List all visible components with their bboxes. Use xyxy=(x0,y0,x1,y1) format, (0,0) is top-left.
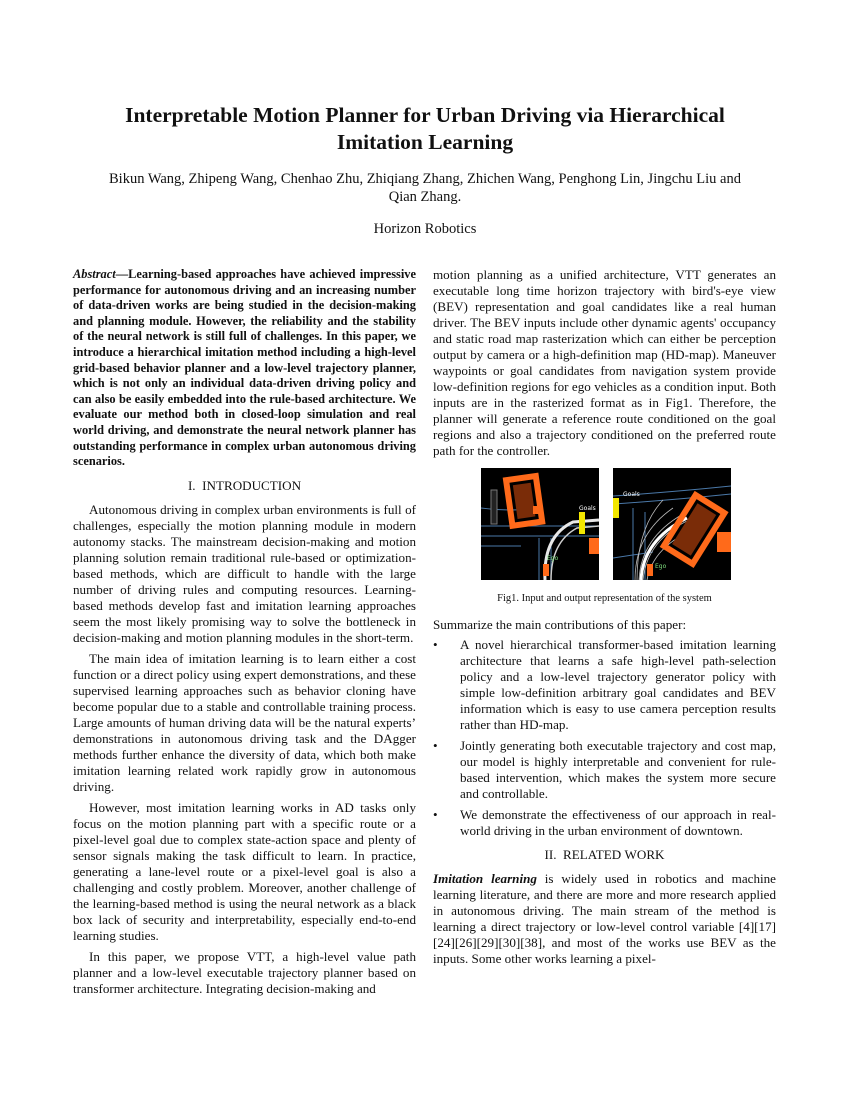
contributions-lead: Summarize the main contributions of this paper: xyxy=(433,617,687,632)
section-numeral: I. xyxy=(187,477,196,493)
abstract xyxy=(73,267,416,470)
contribution-text: We demonstrate the effectiveness of our approach in real-world driving in the urban environment of downtown. xyxy=(460,807,776,838)
paper-title: Interpretable Motion Planner for Urban Driving via Hierarchical Imitation Learning xyxy=(125,103,725,154)
contribution-text: A novel hierarchical transformer-based imitation learning architecture that learns a safe high-level path-selection policy and a low-level trajectory generator policy with simple low-definition arbitrary goal candidates and BEV information which is easy to use camera perception results rather than HD-map. xyxy=(460,637,776,732)
list-item xyxy=(433,738,776,802)
ego-vehicle xyxy=(543,564,549,576)
author-list: Bikun Wang, Zhipeng Wang, Chenhao Zhu, Zhiqiang Zhang, Zhichen Wang, Penghong Lin, Jingchu Liu and Qian Zhang. xyxy=(109,171,741,205)
figure-caption: Fig1. Input and output representation of the system xyxy=(497,593,712,604)
list-item xyxy=(433,807,776,839)
ego-vehicle xyxy=(647,564,653,576)
bev-background xyxy=(613,468,731,580)
bullet-icon: • xyxy=(433,738,438,753)
intro-paragraph: In this paper, we propose VTT, a high-level value path planner and a low-level executable trajectory planner based on transformer architecture. Integrating decision-making and xyxy=(73,948,416,996)
bev-scene-right xyxy=(613,468,731,580)
section-title-rest: NTRODUCTION xyxy=(206,477,302,493)
left-column xyxy=(73,267,416,997)
abstract-text: Learning-based approaches have achieved impressive performance for autonomous driving and an increasing number of data-driven works are being studied in the decision-making and planning module. However, the reliability and the stability of the neural network is still full of challenges. In this paper, we introduce a hierarchical imitation method including a high-level grid-based behavior planner and a low-level trajectory planner, which is not only an individual data-driven driving policy and can also be easily embedded into the rule-based architecture. We evaluate our method both in closed-loop simulation and real world driving, and demonstrate the neural network planner has outstanding performance in complex urban autonomous driving scenarios. xyxy=(73,267,416,469)
related-work-paragraph xyxy=(433,871,776,967)
section-title-initial: I xyxy=(202,477,207,493)
intro-continuation: motion planning as a unified architecture, VTT generates an executable long time horizon trajectory with bird's-eye view (BEV) representation and goal candidates like a real human driver. The BEV inputs include other dynamic agents' occupancy and static road map rasterization which can either be perception output by camera or a high-definition map (HD-map). Maneuver waypoints or goal candidates from navigation system provide low-definition regions for ego vehicles as a condition input. Both inputs are in the rasterized format as in Fig1. Therefore, the planner will generate a reference route conditioned on the goal regions and also a trajectory conditioned on the preferred route path for the controller. xyxy=(433,267,776,458)
intro-paragraph: However, most imitation learning works in AD tasks only focus on the motion planning part with a specific route or a pixel-level goal due to complex state-action space and plenty of sensor signals making the task difficult to learn. In practice, generating a lane-level route or a pixel-level goal is also a challenging and costly problem. Moreover, another challenge of the learning-based method is using the neural network as a black box lack of security and interpretability, especially end-to-end learning studies. xyxy=(73,799,416,943)
road-marking xyxy=(491,490,497,524)
list-item xyxy=(433,637,776,733)
section-numeral: II. xyxy=(544,847,557,862)
bev-panel-right xyxy=(613,468,731,580)
related-work-text: is widely used in robotics and machine learning literature, and there are more and more research applied in autonomous driving. The main stream of the method is learning a direct trajectory or low-level control variable [4][17][24][26][29][30][38], and most of the works use BEV as the inputs. Some other works learning a pixel- xyxy=(433,871,776,966)
figure-1 xyxy=(433,468,776,580)
ego-label: Ego xyxy=(547,555,559,562)
section-title-initial: W xyxy=(624,847,637,862)
abstract-dash: — xyxy=(115,267,129,281)
contributions-list xyxy=(433,637,776,839)
goal-region xyxy=(579,512,585,534)
affiliation: Horizon Robotics xyxy=(373,221,477,237)
section-title-part: ELATED xyxy=(571,847,625,862)
section-title-rest: ORK xyxy=(636,847,665,862)
vehicle-small xyxy=(533,506,543,514)
related-work-lead: Imitation learning xyxy=(433,871,537,886)
section-title-initial: R xyxy=(563,847,572,862)
section-heading-related-work xyxy=(433,847,776,863)
bullet-icon: • xyxy=(433,807,438,822)
intro-paragraph: Autonomous driving in complex urban environments is full of challenges, especially the motion planning module in modern autonomy stacks. The mainstream decision-making and motion planning solution remain traditional rule-based or optimization-based methods, which are difficult to handle with the large number of driving rules and computing resources. Learning-based methods develop fast and imitation learning approaches seem the most likely promising way to solve the bottleneck in decision-making and motion planning modules in the short-term. xyxy=(73,501,416,645)
goals-label: Goals xyxy=(579,505,596,512)
goal-region xyxy=(613,498,619,518)
bullet-icon: • xyxy=(433,637,438,652)
goals-label: Goals xyxy=(623,491,640,498)
vehicle-small xyxy=(717,532,731,552)
bev-scene-left xyxy=(481,468,599,580)
section-heading-introduction xyxy=(73,478,416,494)
contribution-text: Jointly generating both executable trajectory and cost map, our model is highly interpretable and convenient for rule-based intervention, which makes the system more secure and controllable. xyxy=(460,738,776,801)
intro-paragraph: The main idea of imitation learning is to learn either a cost function or a direct policy using expert demonstrations, and these supervised learning approaches such as behavior cloning have become popular due to a stable and controllable training process. Large amounts of human driving data will be the natural experts’ demonstrations in autonomous driving task and the DAgger methods further enhance the diversity of data, which both make imitation learning related work rapidly grow in autonomous driving. xyxy=(73,650,416,794)
right-column xyxy=(433,267,776,967)
ego-label: Ego xyxy=(655,563,667,570)
abstract-lead: Abstract xyxy=(73,267,116,281)
bev-panel-left xyxy=(481,468,599,580)
vehicle-small xyxy=(589,538,599,554)
